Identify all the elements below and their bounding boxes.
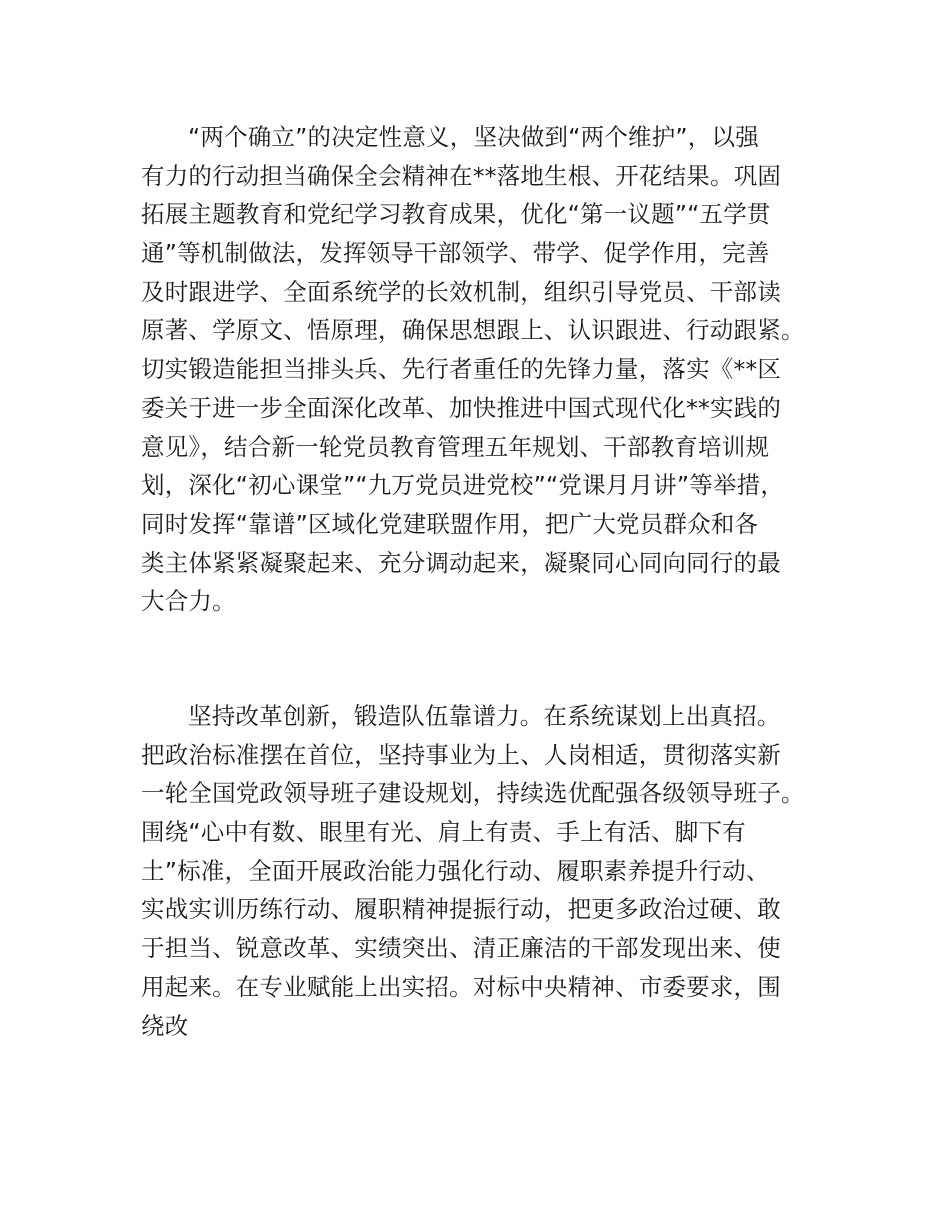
paragraph-line: 意见》，结合新一轮党员教育管理五年规划、干部教育培训规 — [141, 432, 770, 461]
paragraph-line: 有力的行动担当确保全会精神在**落地生根、开花结果。巩固 — [141, 161, 782, 190]
paragraph-line: 大合力。 — [141, 587, 236, 616]
paragraph-line: 坚持改革创新，锻造队伍靠谱力。在系统谋划上出真招。 — [188, 702, 781, 730]
paragraph-line: 实战实训历练行动、履职精神提振行动，把更多政治过硬、敢 — [141, 895, 781, 924]
paragraph-line: 绕改 — [141, 1011, 189, 1040]
paragraph-line: 划，深化“初心课堂”“九万党员进党校”“党课月月讲”等举措， — [141, 471, 785, 500]
paragraph-line: 及时跟进学、全面系统学的长效机制，组织引导党员、干部读 — [141, 277, 781, 306]
paragraph-line: 把政治标准摆在首位，坚持事业为上、人岗相适，贯彻落实新 — [141, 740, 781, 769]
paragraph-line: 围绕“心中有数、眼里有光、肩上有责、手上有活、脚下有 — [141, 818, 746, 847]
paragraph-line: 通”等机制做法，发挥领导干部领学、带学、促学作用，完善 — [141, 239, 770, 268]
paragraph-line: 一轮全国党政领导班子建设规划，持续选优配强各级领导班子。 — [141, 779, 805, 808]
paragraph-line: 委关于进一步全面深化改革、加快推进中国式现代化**实践的 — [141, 393, 782, 422]
paragraph-line: 同时发挥“靠谱”区域化党建联盟作用，把广大党员群众和各 — [141, 509, 759, 538]
paragraph-line: 类主体紧紧凝聚起来、充分调动起来，凝聚同心同向同行的最 — [141, 548, 781, 577]
paragraph-line: 土”标准，全面开展政治能力强化行动、履职素养提升行动、 — [141, 856, 770, 885]
paragraph-line: 原著、学原文、悟原理，确保思想跟上、认识跟进、行动跟紧。 — [141, 316, 805, 345]
paragraph-2 — [141, 697, 831, 1045]
paragraph-line: 于担当、锐意改革、实绩突出、清正廉洁的干部发现出来、使 — [141, 934, 781, 963]
paragraph-line: 用起来。在专业赋能上出实招。对标中央精神、市委要求，围 — [141, 972, 781, 1001]
paragraph-line: “两个确立”的决定性意义，坚决做到“两个维护”，以强 — [188, 123, 759, 151]
paragraph-1 — [141, 118, 831, 621]
paragraph-line: 拓展主题教育和党纪学习教育成果，优化“第一议题”“五学贯 — [141, 200, 771, 229]
paragraph-line: 切实锻造能担当排头兵、先行者重任的先锋力量，落实《**区 — [141, 355, 782, 384]
